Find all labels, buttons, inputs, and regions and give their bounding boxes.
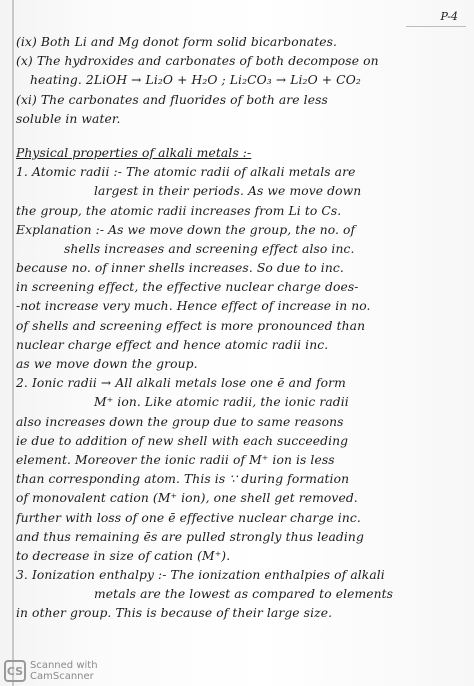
text-line: Explanation :- As we move down the group, the no. of [16, 222, 356, 237]
section-heading: Physical properties of alkali metals :- [16, 145, 252, 160]
handwritten-text-body [16, 33, 464, 686]
text-line: further with loss of one ē effective nuclear charge inc. [16, 510, 361, 525]
page-number-rule [406, 26, 466, 27]
text-line: (xi) The carbonates and fluorides of both are less [16, 92, 328, 107]
text-line: M⁺ ion. Like atomic radii, the ionic radii [94, 395, 349, 410]
text-line: -not increase very much. Hence effect of increase in no. [16, 299, 371, 314]
camscanner-text [30, 660, 98, 682]
text-line: shells increases and screening effect also inc. [64, 241, 355, 256]
text-line: heating. 2LiOH → Li₂O + H₂O ; Li₂CO₃ → Li₂O + CO₂ [30, 73, 361, 88]
text-line: of shells and screening effect is more pronounced than [16, 318, 366, 333]
text-line: to decrease in size of cation (M⁺). [16, 548, 231, 563]
text-line: 1. Atomic radii :- The atomic radii of alkali metals are [16, 165, 356, 180]
text-line: as we move down the group. [16, 357, 198, 371]
watermark-line-2: CamScanner [30, 671, 94, 682]
text-line: largest in their periods. As we move down [94, 184, 362, 199]
text-line: soluble in water. [16, 111, 121, 126]
text-line: nuclear charge effect and hence atomic radii inc. [16, 337, 329, 352]
text-line: 3. Ionization enthalpy :- The ionization enthalpies of alkali [16, 568, 385, 583]
watermark-line-1: Scanned with [30, 660, 98, 671]
text-line: (ix) Both Li and Mg donot form solid bicarbonates. [16, 35, 338, 49]
text-line: in screening effect, the effective nuclear charge does- [16, 280, 359, 295]
text-line: because no. of inner shells increases. So due to inc. [16, 261, 344, 276]
text-line: ie due to addition of new shell with each succeeding [16, 433, 349, 448]
text-line: the group, the atomic radii increases from Li to Cs. [16, 203, 342, 218]
text-line: of monovalent cation (M⁺ ion), one shell get removed. [16, 491, 358, 506]
margin-line [12, 0, 14, 686]
text-line: 2. Ionic radii → All alkali metals lose one ē and form [16, 376, 346, 391]
text-line: metals are the lowest as compared to elements [94, 587, 394, 602]
page-number: P-4 [440, 10, 458, 23]
text-line: than corresponding atom. This is ∵ during formation [16, 472, 350, 487]
text-line: also increases down the group due to same reasons [16, 414, 344, 429]
camscanner-watermark [4, 660, 98, 682]
text-line: (x) The hydroxides and carbonates of both decompose on [16, 54, 379, 69]
camscanner-logo: CS [4, 660, 26, 682]
text-line: and thus remaining ēs are pulled strongly thus leading [16, 529, 364, 544]
paragraph-gap [16, 129, 464, 144]
text-line: in other group. This is because of their large size. [16, 606, 333, 621]
text-line: element. Moreover the ionic radii of M⁺ ion is less [16, 452, 335, 467]
